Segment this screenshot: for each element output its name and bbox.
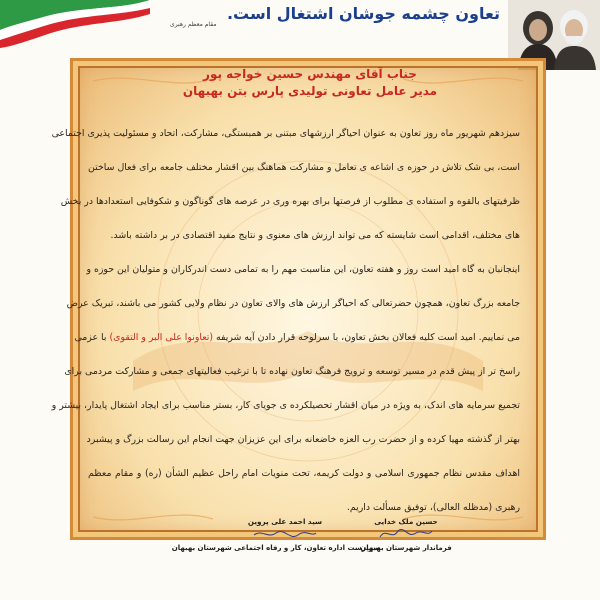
signatory-title: فرماندار شهرستان بهبهان: [360, 544, 452, 552]
body-line: تجمیع سرمایه های اندک، به ویژه در میان اقشار تحصیلکرده ی جویای کار، بستر مناسب برای ایجاد اشتغال پایدار، بیشتر و: [51, 400, 520, 411]
body-line: رهبری (مدظله العالی)، توفیق مسألت داریم.: [346, 502, 520, 513]
body-line: راسخ تر از پیش قدم در مسیر توسعه و ترویج فرهنگ تعاون نهاده تا با ترغیب فعالیتهای جمعی و مشارکت مردمی برای: [64, 366, 520, 377]
body-line: های مختلف، اقدامی است شایسته که می تواند ارزش های معنوی و نتایج مفید اقتصادی در بر داشته باشد.: [110, 230, 520, 241]
signatory-name: حسین ملک خدایی: [374, 517, 438, 526]
body-line-with-verse: می نماییم. امید است کلیه فعالان بخش تعاون، با سرلوحه قرار دادن آیه شریفه (تعاونوا علی البر و التقوی) با عزمی: [74, 332, 520, 343]
signatory-name: سید احمد علی پروین: [247, 517, 323, 526]
recipient-position: مدیر عامل تعاونی تولیدی پارس بتن بهبهان: [182, 84, 438, 98]
motto-text: تعاون چشمه جوشان اشتغال است.: [226, 4, 500, 23]
body-line: جامعه بزرگ تعاون، همچون حضرتعالی که احیاگر ارزش های والای تعاون در نظام ولایی کشور می باشند، تبریک عرض: [66, 298, 520, 309]
quranic-verse: (تعاونوا علی البر و التقوی): [109, 332, 214, 343]
motto-attribution: مقام معظم رهبری: [170, 21, 217, 28]
signatory-title: سرپرست اداره تعاون، کار و رفاه اجتماعی شهرستان بهبهان: [171, 544, 380, 552]
body-line: بهتر از گذشته مهیا کرده و از حضرت رب العزه خاضعانه برای این عزیزان جهت انجام این رسالت بزرگ و پیشبرد: [86, 434, 520, 445]
body-line: ظرفیتهای بالقوه و استفاده ی مطلوب از فرصتها برای بهره وری در عرصه های گوناگون و شکوفایی استعدادها در بخش: [60, 196, 520, 207]
recipient-block: [150, 66, 470, 100]
body-line: اهداف مقدس نظام جمهوری اسلامی و دولت کریمه، تحت منویات امام راحل عظیم الشأن (ره) و مقام معظم: [88, 468, 520, 479]
body-line: اینجانبان به گاه امید است روز و هفته تعاون، این مناسبت مهم را به تمامی دست اندرکاران و متولیان این حوزه و: [86, 264, 520, 275]
body-line: سیزدهم شهریور ماه روز تعاون به عنوان احیاگر ارزشهای مبتنی بر همبستگی، مشارکت، اتحاد و مسئولیت پذیری اجتماعی: [51, 128, 520, 139]
signature-left: [171, 517, 380, 552]
signatures-block: [0, 505, 600, 565]
recipient-name: جناب آقای مهندس حسین خواجه پور: [203, 67, 417, 81]
iran-flag-graphic: [0, 0, 150, 48]
handwritten-signature: [250, 525, 320, 543]
motto-header: [170, 4, 500, 44]
body-line: است، بی شک تلاش در حوزه ی اشاعه ی تعامل و مشارکت هماهنگ بین اقشار مختلف جامعه برای فعال ساختن: [88, 162, 520, 173]
certificate-body: [51, 117, 520, 513]
handwritten-signature: [376, 525, 436, 543]
